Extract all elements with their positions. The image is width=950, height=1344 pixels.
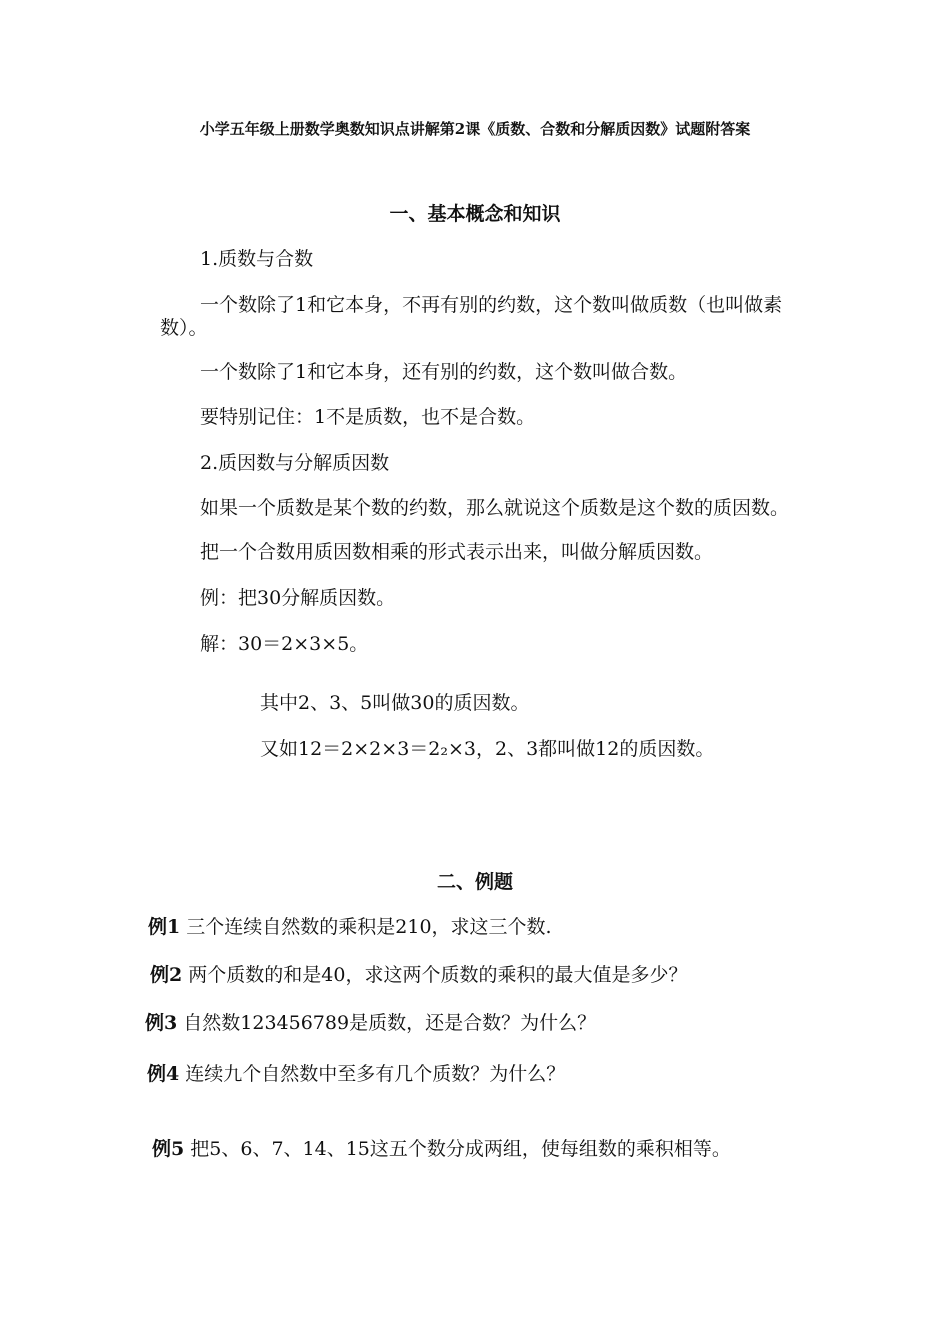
example-item-5: [152, 1138, 731, 1160]
paragraph-prime-definition-line1: 一个数除了1和它本身，不再有别的约数，这个数叫做质数（也叫做素: [200, 294, 783, 316]
example-label: 例4: [147, 1063, 180, 1085]
example-item-4: [147, 1063, 565, 1085]
subheading-prime-composite: 1.质数与合数: [200, 248, 314, 270]
example-text: 把5、6、7、14、15这五个数分成两组，使每组数的乘积相等。: [190, 1138, 731, 1160]
paragraph-example-30: 例：把30分解质因数。: [200, 587, 396, 609]
paragraph-note-one: 要特别记住：1不是质数，也不是合数。: [200, 406, 536, 428]
paragraph-composite-definition: 一个数除了1和它本身，还有别的约数，这个数叫做合数。: [200, 361, 688, 383]
example-text: 自然数123456789是质数，还是合数？为什么？: [183, 1012, 597, 1034]
example-label: 例1: [148, 916, 181, 938]
paragraph-prime-factor-definition: 如果一个质数是某个数的约数，那么就说这个质数是这个数的质因数。: [200, 497, 790, 519]
example-item-3: [145, 1012, 596, 1034]
paragraph-factors-of-30: 其中2、3、5叫做30的质因数。: [260, 692, 530, 714]
example-label: 例2: [150, 964, 183, 986]
example-text: 三个连续自然数的乘积是210，求这三个数.: [186, 916, 552, 938]
paragraph-factorization-definition: 把一个合数用质因数相乘的形式表示出来，叫做分解质因数。: [200, 541, 714, 563]
section-heading-basic-concepts: 一、基本概念和知识: [389, 203, 561, 225]
paragraph-example-12: 又如12＝2×2×3＝2₂×3，2、3都叫做12的质因数。: [260, 738, 715, 760]
example-item-2: [150, 964, 687, 986]
subheading-prime-factors: 2.质因数与分解质因数: [200, 452, 390, 474]
section-heading-examples: 二、例题: [436, 871, 513, 893]
example-label: 例3: [145, 1012, 178, 1034]
example-label: 例5: [152, 1138, 185, 1160]
example-text: 两个质数的和是40，求这两个质数的乘积的最大值是多少？: [188, 964, 688, 986]
paragraph-solution-30: 解：30＝2×3×5。: [200, 633, 369, 655]
paragraph-prime-definition-line2: 数）。: [160, 317, 208, 339]
document-title: 小学五年级上册数学奥数知识点讲解第2课《质数、合数和分解质因数》试题附答案: [199, 120, 751, 138]
example-item-1: [148, 916, 552, 938]
example-text: 连续九个自然数中至多有几个质数？为什么？: [185, 1063, 566, 1085]
